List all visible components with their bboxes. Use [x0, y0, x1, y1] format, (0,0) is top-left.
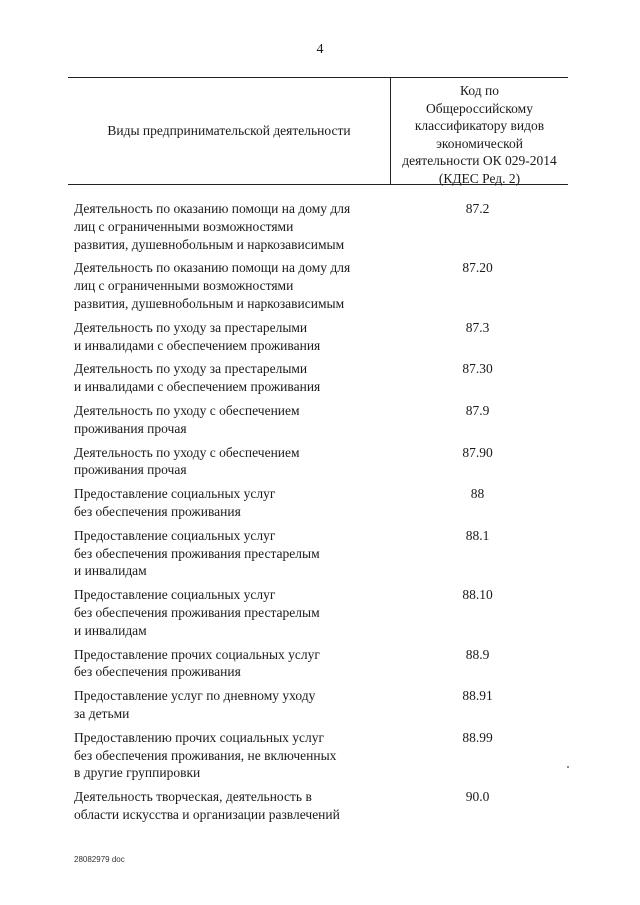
activity-name-line: без обеспечения проживания	[74, 503, 241, 519]
activity-name-line: проживания прочая	[74, 462, 187, 478]
activity-code: 88.99	[462, 729, 493, 745]
activity-code: 87.9	[465, 402, 490, 418]
activity-name-line: развития, душевнобольным и наркозависимым	[74, 295, 345, 311]
table-row	[74, 687, 574, 723]
activity-name-line: и инвалидам	[74, 622, 147, 638]
table-row	[74, 527, 574, 580]
activity-column-header	[68, 77, 390, 184]
activity-name-line: лиц с ограниченными возможностями	[74, 218, 294, 234]
table-row	[74, 259, 574, 312]
code-column-header	[391, 82, 568, 187]
activity-name-line: без обеспечения проживания престарелым	[74, 604, 320, 620]
code-header-line: Код по	[460, 83, 499, 98]
activity-name	[74, 200, 390, 253]
activity-name-line: и инвалидами с обеспечением проживания	[74, 379, 321, 395]
activity-name-line: Деятельность творческая, деятельность в	[74, 789, 312, 805]
code-header-line: деятельности ОК 029-2014	[402, 153, 557, 168]
activity-name-line: Предоставление прочих социальных услуг	[74, 646, 320, 662]
activity-code: 88.9	[465, 646, 490, 662]
activity-name-line: Предоставление услуг по дневному уходу	[74, 688, 316, 704]
table-row	[74, 200, 574, 253]
table-row	[74, 646, 574, 682]
table-row	[74, 319, 574, 355]
activity-name-line: области искусства и организации развлечений	[74, 806, 340, 822]
code-header-line: (КДЕС Ред. 2)	[438, 170, 521, 186]
activity-name-line: за детьми	[74, 705, 130, 721]
document-id: 28082979 doc	[74, 855, 125, 864]
activity-name	[74, 485, 390, 521]
activity-name-line: Предоставление социальных услуг	[74, 587, 276, 603]
activity-code: 90.0	[465, 789, 490, 805]
activity-name	[74, 259, 390, 312]
activity-name	[74, 444, 390, 480]
table-row	[74, 586, 574, 639]
activity-code: 87.30	[462, 361, 493, 377]
activity-name-line: Предоставление социальных услуг	[74, 527, 276, 543]
activity-name-line: без обеспечения проживания	[74, 664, 241, 680]
activity-name-line: Предоставление социальных услуг	[74, 486, 276, 502]
activity-name	[74, 788, 390, 824]
activity-name	[74, 319, 390, 355]
activity-name-line: в другие группировки	[74, 765, 201, 781]
table-row	[74, 788, 574, 824]
activity-code: 88.91	[462, 688, 493, 704]
table-row	[74, 444, 574, 480]
activity-code: 87.2	[465, 201, 490, 216]
code-header-line: экономической	[436, 135, 523, 151]
activity-name	[74, 687, 390, 723]
code-header-line: классификатору видов	[414, 118, 545, 133]
activity-table-body	[74, 200, 574, 830]
activity-name	[74, 586, 390, 639]
table-row	[74, 402, 574, 438]
activity-column-header-text: Виды предпринимательской деятельности	[107, 122, 351, 138]
activity-name-line: и инвалидам	[74, 563, 147, 579]
activity-name-line: Деятельность по уходу с обеспечением	[74, 444, 300, 460]
activity-code: 87.90	[462, 444, 493, 460]
table-row	[74, 485, 574, 521]
activity-code: 87.20	[462, 260, 493, 276]
code-header-line: Общероссийскому	[426, 100, 533, 116]
activity-name-line: лиц с ограниченными возможностями	[74, 278, 294, 294]
activity-name	[74, 527, 390, 580]
activity-name-line: Деятельность по оказанию помощи на дому для	[74, 260, 351, 276]
table-row	[74, 360, 574, 396]
scan-speck	[567, 766, 569, 768]
activity-name-line: Деятельность по оказанию помощи на дому для	[74, 201, 351, 216]
activity-name-line: развития, душевнобольным и наркозависимым	[74, 236, 345, 252]
activity-name	[74, 402, 390, 438]
activity-name-line: Предоставлению прочих социальных услуг	[74, 729, 325, 745]
activity-name-line: Деятельность по уходу за престарелыми	[74, 361, 308, 377]
activity-name-line: Деятельность по уходу за престарелыми	[74, 319, 308, 335]
activity-code: 88	[470, 486, 485, 502]
activity-name-line: проживания прочая	[74, 420, 187, 436]
activity-name	[74, 646, 390, 682]
table-row	[74, 729, 574, 782]
activity-code: 88.1	[465, 527, 490, 543]
activity-code: 88.10	[462, 587, 493, 603]
activity-name-line: и инвалидами с обеспечением проживания	[74, 337, 321, 353]
activity-name	[74, 729, 390, 782]
page-number: 4	[316, 42, 324, 57]
activity-name-line: без обеспечения проживания престарелым	[74, 545, 320, 561]
activity-name-line: Деятельность по уходу с обеспечением	[74, 402, 300, 418]
activity-code: 87.3	[465, 319, 490, 335]
activity-name-line: без обеспечения проживания, не включенных	[74, 747, 337, 763]
activity-name	[74, 360, 390, 396]
